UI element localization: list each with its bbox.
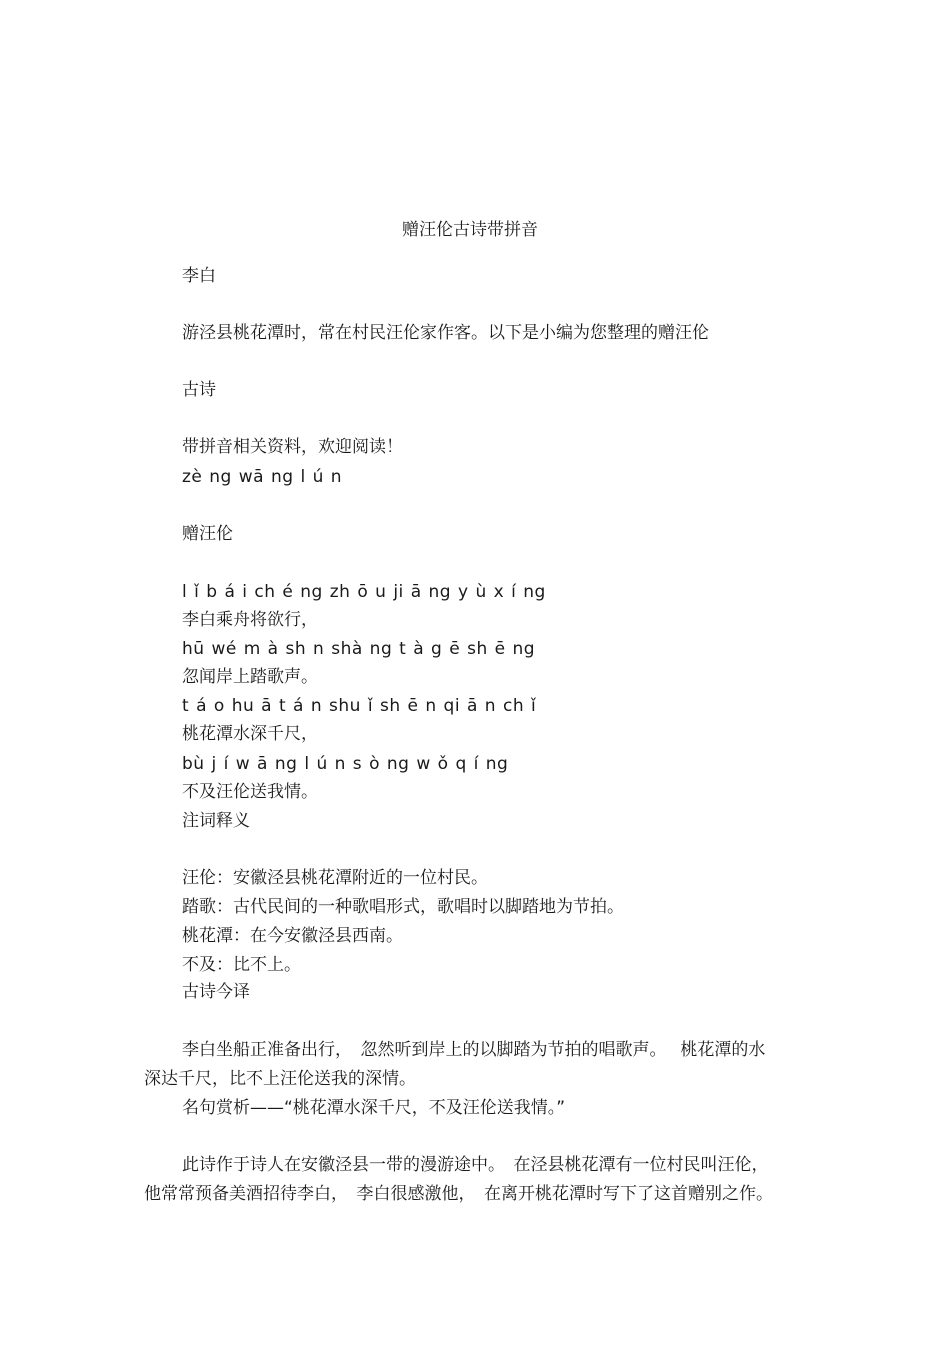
poem-line-4-pinyin: bù j í w ā ng l ú n s ò ng w ǒ q í ng bbox=[182, 754, 509, 774]
translation-heading: 古诗今译 bbox=[182, 982, 250, 1002]
intro-line-1: 游泾县桃花潭时，常在村民汪伦家作客。以下是小编为您整理的赠汪伦 bbox=[182, 323, 709, 343]
poem-line-2-pinyin: hū wé m à sh n shà ng t à g ē sh ē ng bbox=[182, 639, 536, 659]
note-item: 踏歌：古代民间的一种歌唱形式，歌唱时以脚踏地为节拍。 bbox=[182, 897, 624, 917]
translation-line-1: 李白坐船正准备出行， 忽然听到岸上的以脚踏为节拍的唱歌声。 桃花潭的水 bbox=[182, 1040, 766, 1060]
appreciation-heading: 名句赏析——“桃花潭水深千尺，不及汪伦送我情。” bbox=[182, 1098, 566, 1118]
note-item: 不及：比不上。 bbox=[182, 955, 301, 975]
poem-line-1-pinyin: l ǐ b á i ch é ng zh ō u ji ā ng y ù x í ng bbox=[182, 582, 546, 602]
note-item: 桃花潭：在今安徽泾县西南。 bbox=[182, 926, 403, 946]
poem-title-pinyin: zè ng wā ng l ú n bbox=[182, 467, 343, 487]
poem-line-2: 忽闻岸上踏歌声。 bbox=[182, 667, 318, 687]
intro-line-3: 带拼音相关资料，欢迎阅读！ bbox=[182, 437, 403, 457]
poem-line-1: 李白乘舟将欲行， bbox=[182, 610, 318, 630]
document-title: 赠汪伦古诗带拼音 bbox=[402, 220, 538, 240]
intro-line-2: 古诗 bbox=[182, 380, 216, 400]
analysis-line-1: 此诗作于诗人在安徽泾县一带的漫游途中。 在泾县桃花潭有一位村民叫汪伦， bbox=[182, 1155, 769, 1175]
poem-line-3-pinyin: t á o hu ā t á n shu ǐ sh ē n qi ā n ch ǐ bbox=[182, 696, 537, 716]
poem-line-3: 桃花潭水深千尺， bbox=[182, 724, 318, 744]
notes-heading: 注词释义 bbox=[182, 811, 250, 831]
author: 李白 bbox=[182, 266, 216, 286]
analysis-line-2: 他常常预备美酒招待李白， 李白很感激他， 在离开桃花潭时写下了这首赠别之作。 bbox=[144, 1184, 773, 1204]
poem-line-4: 不及汪伦送我情。 bbox=[182, 782, 318, 802]
note-item: 汪伦：安徽泾县桃花潭附近的一位村民。 bbox=[182, 868, 488, 888]
translation-line-2: 深达千尺，比不上汪伦送我的深情。 bbox=[144, 1069, 416, 1089]
poem-title: 赠汪伦 bbox=[182, 524, 233, 544]
